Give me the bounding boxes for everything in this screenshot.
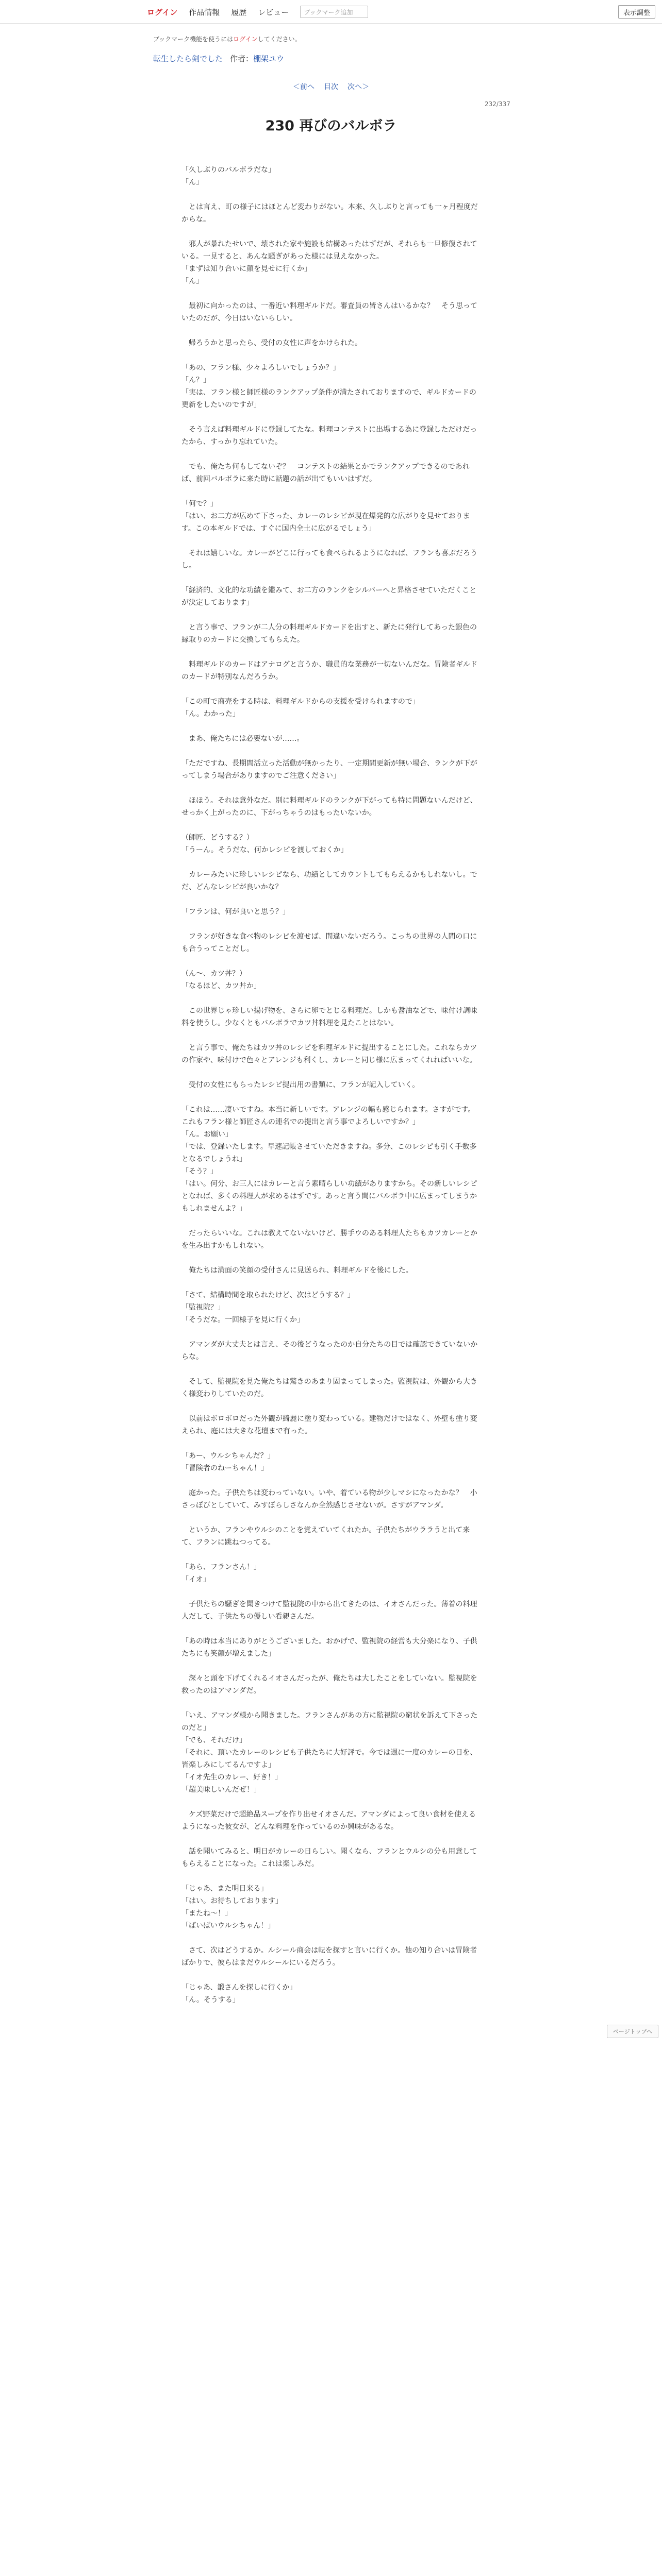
body-paragraph: 「経済的、文化的な功績を鑑みて、お二方のランクをシルバーへと昇格させていただくことが決定しております」 (181, 586, 477, 607)
body-paragraph: 「じゃあ、鍛さんを探しに行くか」 「ん。そうする」 (181, 1984, 297, 2004)
body-paragraph: ケズ野菜だけで超絶品スープを作り出せイオさんだ。アマンダによって良い食材を使えるようになった彼女が、どんな料理を作っているのか興味があるな。 (181, 1810, 476, 1831)
body-paragraph: 邪人が暴れたせいで、壊された家や施設も結構あったはずだが、それらも一旦修復されている。一見すると、あんな騒ぎがあった様には見えなかった。 「まずは知り合いに顔を見せに行くか」 「ん」 (181, 240, 477, 285)
body-paragraph: 「何で？」 「はい、お二方が広めて下さった、カレーのレシピが現在爆発的な広がりを見せております。この本ギルドでは、すぐに国内全土に広がるでしょう」 (181, 500, 470, 533)
body-paragraph: でも、俺たち何もしてないぞ？ コンテストの結果とかでランクアップできるのであれば、前回バルボラに来た時に話題の話が出てもいいはずだ。 (181, 463, 470, 483)
login-link[interactable]: ログイン (147, 7, 178, 17)
body-paragraph: 料理ギルドのカードはアナログと言うか、職員的な業務が一切ないんだな。冒険者ギルドのカードが特別なんだろうか。 (181, 660, 477, 681)
works-link[interactable]: 作品情報 (189, 7, 220, 17)
body-paragraph: 子供たちの騒ぎを聞きつけて監視院の中から出てきたのは、イオさんだった。薄着の料理人だして、子供たちの優しい看親さんだ。 (181, 1600, 477, 1621)
body-paragraph: と言う事で、フランが二人分の料理ギルドカードを出すと、新たに発行してあった銀色の縁取りのカードに交換してもらえた。 (181, 623, 477, 644)
episode-title: 230 再びのバルボラ (265, 118, 397, 134)
series-title-link[interactable]: 転生したら剣でした (153, 54, 223, 63)
body-paragraph: さて、次はどうするか。ルシール商会は転を探すと言いに行くか。他の知り合いは冒険者ばかりで、彼らはまだウルシールにいるだろう。 (181, 1946, 477, 1967)
body-paragraph: 「久しぶりのバルボラだな」 「ん」 (181, 166, 275, 187)
body-paragraph: カレーみたいに珍しいレシピなら、功績としてカウントしてもらえるかもしれないし。でだ、どんなレシピが良いかな？ (181, 871, 477, 891)
body-paragraph: 受付の女性にもらったレシピ提出用の書類に、フランが記入していく。 (181, 1081, 420, 1089)
toc-link[interactable]: 目次 (324, 83, 338, 91)
body-paragraph: だったらいいな。これは教えてないないけど、勝手ウのある料理人たちもカツカレーとかを生み出すかもしれない。 (181, 1229, 477, 1250)
novel-body (181, 164, 481, 2019)
body-paragraph: そして、監視院を見た俺たちは驚きのあまり固まってしまった。監視院は、外観から大きく様変わりしていたのだ。 (181, 1378, 477, 1398)
body-paragraph: というか、フランやウルシのことを覚えていてくれたか。子供たちがウララうと出て来て、フランに跳ねつってる。 (181, 1526, 470, 1547)
body-paragraph: 「この町で商売をする時は、料理ギルドからの支援を受けられますので」 「ん。わかった」 (181, 698, 420, 718)
series-info (153, 53, 284, 64)
body-paragraph: 「あの、フラン様、少々よろしいでしょうか？」 「ん？」 「実は、フラン様と師匠様のランクアップ条件が満たされておりますので、ギルドカードの更新をしたいのですが」 (181, 364, 476, 409)
body-paragraph: 最初に向かったのは、一番近い料理ギルドだ。審査員の皆さんはいるかな？ そう思っていたのだが、今日はいないらしい。 (181, 302, 477, 323)
body-paragraph: 話を聞いてみると、明日がカレーの日らしい。聞くなら、フランとウルシの分も用意してもらえることになった。これは楽しみだ。 (181, 1848, 477, 1868)
body-paragraph: とは言え、町の様子にはほとんど変わりがない。本来、久しぶりと言っても一ヶ月程度だからな。 (181, 203, 478, 224)
body-paragraph: まあ、俺たちには必要ないが……。 (181, 735, 304, 743)
bookmark-login-link[interactable]: ログイン (233, 36, 258, 43)
display-mode-button[interactable]: 表示調整 (618, 5, 655, 19)
review-link[interactable]: レビュー (258, 7, 289, 17)
bookmark-add-box[interactable]: ブックマーク追加 (300, 6, 368, 18)
body-paragraph: フランが好きな食べ物のレシピを渡せば、間違いないだろう。こっちの世界の人間の口にも合うってことだし。 (181, 933, 477, 953)
body-paragraph: （師匠、どうする？） 「うーん。そうだな、何かレシピを渡しておくか」 (181, 834, 348, 854)
episode-number: 232/337 (485, 100, 510, 108)
body-paragraph: 「これは……凄いですね。本当に新しいです。アレンジの幅も感じられます。さすがです。これもフラン様と師匠さんの連名での提出と言う事でよろしいですか？」 「ん。お願い」 「では、登録いたします。早速記帳させていただきますね。多分、このレシピも引く手数多となるでしょうね」 「そう？」 「はい。何分、お三人にはカレーと言う素晴らしい功績がありますから。その新しいレシピとなれば、多くの料理人が求めるはずです。あっと言う間にバルボラ中に広まってしまうかもしれませんよ？」 (181, 1106, 477, 1213)
body-paragraph: 帰ろうかと思ったら、受付の女性に声をかけられた。 (181, 339, 362, 347)
top-nav (147, 5, 508, 19)
body-paragraph: 深々と頭を下げてくれるイオさんだったが、俺たちは大したことをしていない。監視院を救ったのはアマンダだ。 (181, 1674, 477, 1695)
history-link[interactable]: 履歴 (231, 7, 247, 17)
prev-link[interactable]: ＜前へ (293, 83, 315, 91)
body-paragraph: そう言えば料理ギルドに登録してたな。料理コンテストに出場する為に登録しただけだったから、すっかり忘れていた。 (181, 426, 477, 446)
body-paragraph: 「ただですね、長期間活立った活動が無かったり、一定期間更新が無い場合、ランクが下がってしまう場合がありますのでご注意ください」 (181, 759, 477, 780)
body-paragraph: 「あの時は本当にありがとうございました。おかげで、監視院の経営も大分楽になり、子供たちにも笑顔が増えました」 (181, 1637, 477, 1658)
body-paragraph: この世界じゃ珍しい揚げ物を、さらに卵でとじる料理だ。しかも醤油などで、味付け調味料を使うし。少なくともバルボラでカツ丼料理を見たことはない。 (181, 1007, 477, 1027)
body-paragraph: 「いえ、アマンダ様から聞きました。フランさんがあの方に監視院の窮状を訴えて下さったのだと」 「でも、それだけ」 「それに、頂いたカレーのレシピも子供たちに大好評で。今では週に一度のカレーの日を、皆楽しみにしてるんですよ」 「イオ先生のカレー、好き！」 「超美味しいんだぜ！」 (181, 1711, 478, 1794)
body-paragraph: ほほう。それは意外なだ。別に料理ギルドのランクが下がっても特に問題ないんだけど、せっかく上がったのに、下がっちゃうのはもったいないか。 (181, 796, 477, 817)
body-paragraph: 「あら、フランさん！」 「イオ」 (181, 1563, 261, 1584)
author-link[interactable]: 棚架ユウ (253, 54, 285, 63)
top-bar (0, 0, 662, 24)
body-paragraph: 「あー、ウルシちゃんだ？」 「冒険者のねーちゃん！」 (181, 1452, 275, 1472)
next-link[interactable]: 次へ＞ (347, 83, 369, 91)
body-paragraph: 俺たちは満面の笑顔の受付さんに見送られ、料理ギルドを後にした。 (181, 1266, 413, 1275)
body-paragraph: 庭かった。子供たちは変わっていない。いや、着ている物が少しマシになったかな？ 小さっぽびとしていて、みすぼらしさなんか全然感じさせないが。さすがアマンダ。 (181, 1489, 477, 1510)
body-paragraph: それは嬉しいな。カレーがどこに行っても食べられるようになれば、フランも喜ぶだろうし。 (181, 549, 477, 570)
author-label: 作者：棚架ユウ (230, 54, 285, 63)
body-paragraph: 「フランは、何が良いと思う？」 (181, 908, 290, 916)
bookmark-login-note: ブックマーク機能を使うにはログインしてください。 (153, 36, 301, 43)
page-top-button[interactable]: ページトップへ (607, 2025, 658, 2038)
body-paragraph: （ん〜、カツ丼？） 「なるほど、カツ丼か」 (181, 970, 261, 990)
body-paragraph: 以前はボロボロだった外観が綺麗に塗り変わっている。建物だけではなく、外壁も塗り変えられ、庭には大きな花壇まで有った。 (181, 1415, 477, 1435)
body-paragraph: と言う事で、俺たちはカツ丼のレシピを料理ギルドに提出することにした。これならカツの作家や、味付けで色々とアレンジも利くし、カレーと同じ様に広まってくれればいいな。 (181, 1044, 477, 1064)
body-paragraph: アマンダが大丈夫とは言え、その後どうなったのか自分たちの目では確認できていないからな。 (181, 1341, 478, 1361)
body-paragraph: 「さて、結構時間を取られたけど、次はどうする？」 「監視院？」 「そうだな。一回様子を見に行くか」 (181, 1291, 355, 1324)
body-paragraph: 「じゃあ、また明日来る」 「はい。お待ちしております」 「またね〜！」 「ばいばいウルシちゃん！」 (181, 1885, 283, 1930)
pager-top (0, 81, 662, 92)
